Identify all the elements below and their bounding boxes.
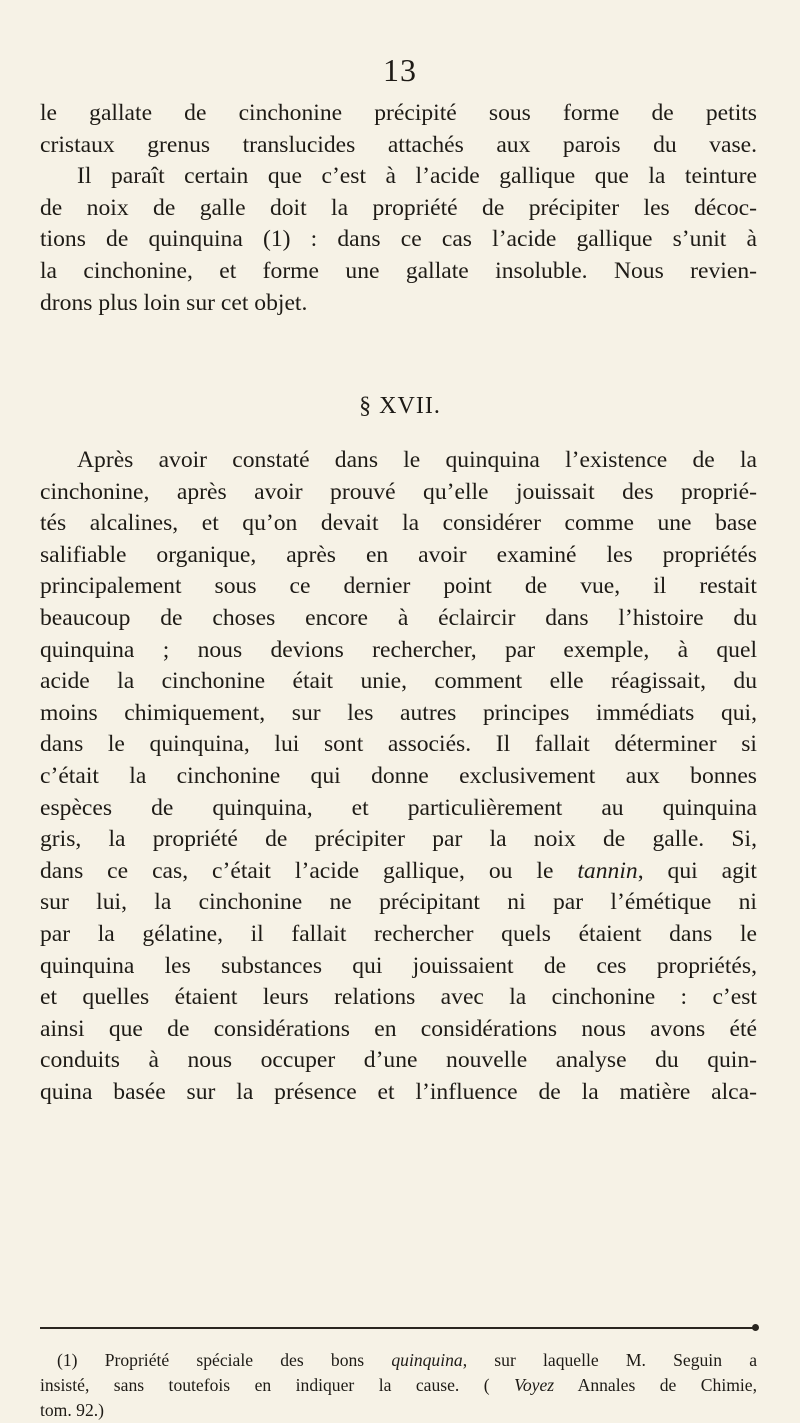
text-line: conduits à nous occuper d’une nouvelle analyse du quin-	[40, 1047, 757, 1074]
text-line: salifiable organique, après en avoir examiné les propriétés	[40, 541, 757, 568]
section-heading: § XVII.	[359, 393, 441, 419]
text-line: espèces de quinquina, et particulièrement au quinquina	[40, 794, 757, 821]
italic-term: quinquina	[391, 1350, 463, 1370]
text-line: le gallate de cinchonine précipité sous forme de petits	[40, 100, 757, 126]
text-line: tions de quinquina (1) : dans ce cas l’acide gallique s’unit à	[40, 226, 757, 253]
text-fragment: Annales de Chimie,	[554, 1375, 757, 1395]
text-line: acide la cinchonine était unie, comment elle réagissait, du	[40, 668, 757, 695]
italic-term: tannin	[577, 857, 638, 884]
text-line: la cinchonine, et forme une gallate insoluble. Nous revien-	[40, 257, 757, 284]
text-line: de noix de galle doit la propriété de précipiter les décoc-	[40, 194, 757, 221]
italic-term: Voyez	[514, 1375, 555, 1395]
text-line: drons plus loin sur cet objet.	[40, 289, 308, 316]
text-line: cristaux grenus translucides attachés aux parois du vase.	[40, 131, 757, 158]
paragraph-continued	[40, 98, 757, 319]
separator-end-dot	[752, 1324, 759, 1331]
text-line: Il paraît certain que c’est à l’acide gallique que la teinture	[77, 163, 757, 190]
text-fragment: (1) Propriété spéciale des bons	[57, 1350, 392, 1370]
text-fragment: insisté, sans toutefois en indiquer la cause. (	[40, 1375, 515, 1395]
text-line: Après avoir constaté dans le quinquina l’existence de la	[77, 447, 757, 473]
text-line: par la gélatine, il fallait rechercher quels étaient dans le	[40, 920, 757, 947]
text-line: sur lui, la cinchonine ne précipitant ni par l’émétique ni	[40, 889, 757, 916]
text-line: tés alcalines, et qu’on devait la considérer comme une base	[40, 510, 757, 537]
text-line: quinquina les substances qui jouissaient de ces propriétés,	[40, 952, 757, 979]
text-line: ainsi que de considérations en considérations nous avons été	[40, 1015, 757, 1042]
text-line: moins chimiquement, sur les autres principes immédiats qui,	[40, 699, 757, 726]
text-line: dans le quinquina, lui sont associés. Il fallait déterminer si	[40, 731, 757, 758]
page-number: 13	[383, 52, 417, 88]
text-fragment: dans ce cas, c’était l’acide gallique, ou le	[40, 857, 578, 884]
text-line: cinchonine, après avoir prouvé qu’elle jouissait des proprié-	[40, 478, 757, 505]
text-line: beaucoup de choses encore à éclaircir dans l’histoire du	[40, 604, 757, 631]
paragraph-main	[40, 445, 757, 1108]
footnote-line: tom. 92.)	[40, 1400, 105, 1420]
text-fragment: , qui agit	[637, 857, 757, 884]
footnote	[40, 1348, 757, 1423]
text-line	[40, 856, 757, 888]
text-fragment: , sur laquelle M. Seguin a	[462, 1350, 757, 1370]
text-line: quina basée sur la présence et l’influence de la matière alca-	[40, 1078, 757, 1105]
footnote-line	[40, 1373, 757, 1398]
text-line: et quelles étaient leurs relations avec la cinchonine : c’est	[40, 984, 757, 1011]
text-line: principalement sous ce dernier point de vue, il restait	[40, 573, 757, 600]
text-line: quinquina ; nous devions rechercher, par exemple, à quel	[40, 636, 757, 663]
text-line: c’était la cinchonine qui donne exclusivement aux bonnes	[40, 762, 757, 789]
footnote-separator	[40, 1327, 756, 1329]
footnote-line	[40, 1348, 757, 1373]
text-line: gris, la propriété de précipiter par la noix de galle. Si,	[40, 826, 757, 853]
